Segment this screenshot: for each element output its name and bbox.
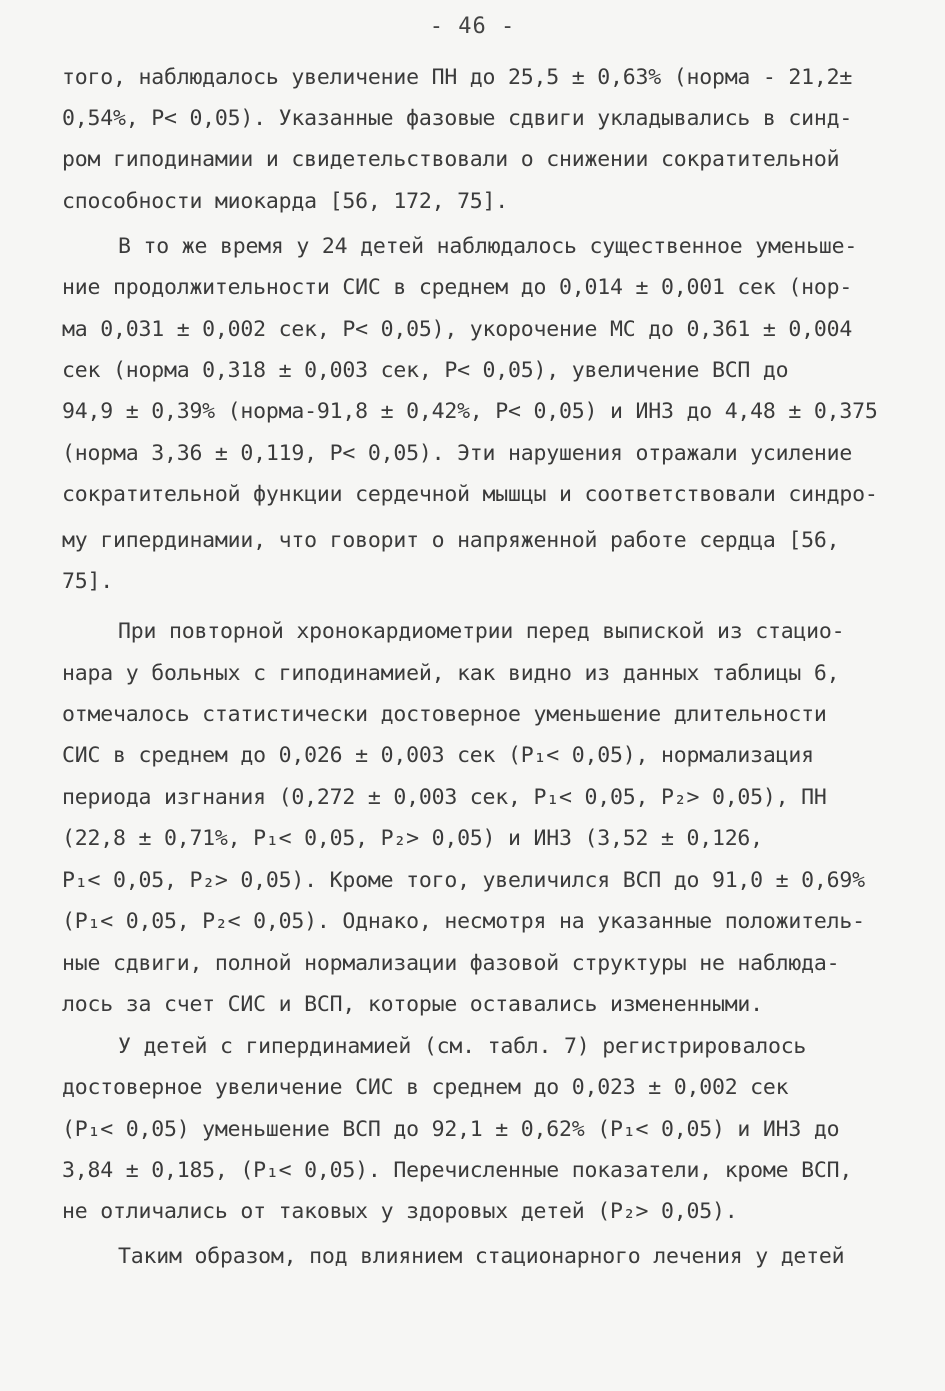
text-line: сократительной функции сердечной мышцы и соответствовали синдро- — [62, 482, 878, 507]
text-line: 94,9 ± 0,39% (норма-91,8 ± 0,42%, Р< 0,05) и ИНЗ до 4,48 ± 0,375 — [62, 399, 878, 424]
text-line: ром гиподинамии и свидетельствовали о снижении сократительной — [62, 147, 840, 172]
text-line: того, наблюдалось увеличение ПН до 25,5 ± 0,63% (норма - 21,2± — [62, 65, 853, 90]
text-line: достоверное увеличение СИС в среднем до 0,023 ± 0,002 сек — [62, 1075, 789, 1100]
text-line: не отличались от таковых у здоровых детей (Р₂> 0,05). — [62, 1199, 738, 1224]
text-line: Р₁< 0,05, Р₂> 0,05). Кроме того, увеличился ВСП до 91,0 ± 0,69% — [62, 868, 865, 893]
text-line: (норма 3,36 ± 0,119, Р< 0,05). Эти нарушения отражали усиление — [62, 441, 853, 466]
text-line: СИС в среднем до 0,026 ± 0,003 сек (Р₁< 0,05), нормализация — [62, 743, 814, 768]
text-line: отмечалось статистически достоверное уменьшение длительности — [62, 702, 827, 727]
text-line: ма 0,031 ± 0,002 сек, Р< 0,05), укорочение МС до 0,361 ± 0,004 — [62, 317, 853, 342]
text-line: У детей с гипердинамией (см. табл. 7) регистрировалось — [118, 1034, 807, 1059]
text-line: Таким образом, под влиянием стационарного лечения у детей — [118, 1244, 845, 1269]
text-line: (Р₁< 0,05) уменьшение ВСП до 92,1 ± 0,62% (Р₁< 0,05) и ИНЗ до — [62, 1117, 840, 1142]
text-line: нара у больных с гиподинамией, как видно из данных таблицы 6, — [62, 661, 840, 686]
text-line: 75]. — [62, 569, 113, 594]
text-line: (22,8 ± 0,71%, Р₁< 0,05, Р₂> 0,05) и ИНЗ (3,52 ± 0,126, — [62, 826, 763, 851]
text-line: лось за счет СИС и ВСП, которые оставались измененными. — [62, 992, 763, 1017]
text-line: му гипердинамии, что говорит о напряженной работе сердца [56, — [62, 528, 840, 553]
text-line: При повторной хронокардиометрии перед выпиской из стацио- — [118, 619, 845, 644]
text-line: 3,84 ± 0,185, (Р₁< 0,05). Перечисленные показатели, кроме ВСП, — [62, 1158, 853, 1183]
text-line: ные сдвиги, полной нормализации фазовой структуры не наблюда- — [62, 951, 840, 976]
text-line: 0,54%, Р< 0,05). Указанные фазовые сдвиги укладывались в синд- — [62, 106, 853, 131]
text-line: сек (норма 0,318 ± 0,003 сек, Р< 0,05), увеличение ВСП до — [62, 358, 789, 383]
text-line: ние продолжительности СИС в среднем до 0,014 ± 0,001 сек (нор- — [62, 275, 853, 300]
text-line: периода изгнания (0,272 ± 0,003 сек, Р₁< 0,05, Р₂> 0,05), ПН — [62, 785, 827, 810]
text-line: В то же время у 24 детей наблюдалось существенное уменьше- — [118, 234, 858, 259]
text-line: (Р₁< 0,05, Р₂< 0,05). Однако, несмотря на указанные положитель- — [62, 909, 865, 934]
text-line: способности миокарда [56, 172, 75]. — [62, 189, 509, 214]
page-number: - 46 - — [429, 14, 516, 39]
